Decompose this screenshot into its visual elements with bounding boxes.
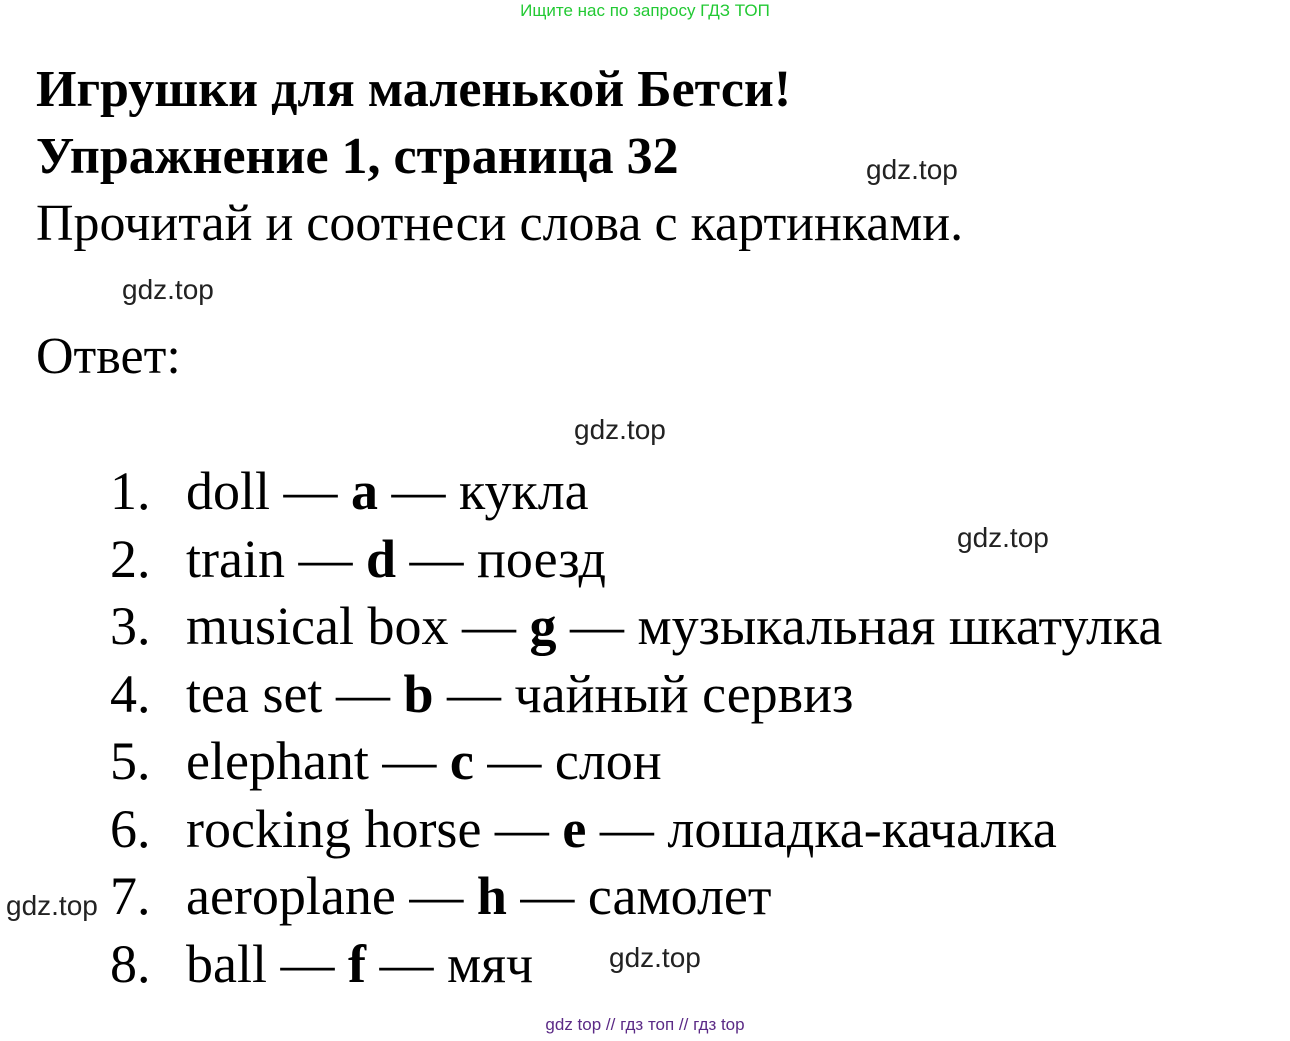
- answer-separator: —: [487, 731, 542, 791]
- watermark: gdz.top: [866, 154, 958, 185]
- answer-separator: —: [520, 866, 575, 926]
- answer-translation: самолет: [587, 866, 772, 926]
- answer-letter: b: [403, 663, 434, 724]
- answer-separator: —: [280, 933, 335, 994]
- answer-number: 2.: [110, 528, 151, 589]
- answer-separator: —: [298, 528, 353, 589]
- answer-translation: слон: [554, 731, 662, 791]
- answer-letter: f: [347, 933, 366, 994]
- answer-number: 4.: [110, 663, 151, 724]
- answer-number: 8.: [110, 933, 151, 994]
- answer-separator: —: [409, 866, 464, 926]
- answer-number: 3.: [110, 596, 151, 656]
- answer-separator: —: [461, 596, 516, 656]
- watermark: gdz.top: [609, 942, 701, 973]
- answer-separator: —: [446, 663, 501, 724]
- watermark: gdz.top: [957, 522, 1049, 553]
- answer-number: 7.: [110, 866, 151, 926]
- answer-letter: d: [365, 528, 397, 589]
- answer-word: train: [186, 528, 285, 589]
- watermark: gdz.top: [574, 414, 666, 445]
- answer-separator: —: [569, 596, 624, 656]
- answer-translation: музыкальная шкатулка: [637, 596, 1163, 656]
- answer-number: 1.: [110, 461, 151, 521]
- answer-word: musical box: [186, 596, 449, 656]
- answer-content: [186, 458, 589, 526]
- answer-letter: g: [529, 596, 557, 656]
- answer-translation: поезд: [477, 528, 607, 589]
- answer-letter: h: [476, 866, 507, 926]
- answer-content: [186, 863, 771, 931]
- answer-word: elephant: [186, 731, 369, 791]
- answer-letter: a: [351, 461, 379, 521]
- answer-separator: —: [379, 933, 434, 994]
- answer-separator: —: [391, 461, 446, 521]
- page-title: Игрушки для маленькой Бетси!: [36, 61, 792, 118]
- answer-separator: —: [283, 461, 338, 521]
- answer-content: [186, 526, 606, 594]
- answer-content: [186, 728, 662, 796]
- answer-word: doll: [186, 461, 271, 521]
- answer-content: [186, 593, 1162, 661]
- answer-separator: —: [335, 663, 390, 724]
- answer-word: rocking horse: [186, 798, 482, 859]
- answer-separator: —: [599, 798, 654, 859]
- answer-number: 6.: [110, 798, 151, 859]
- answer-number: 5.: [110, 731, 151, 791]
- answer-translation: лошадка-качалка: [667, 798, 1057, 859]
- answer-translation: чайный сервиз: [514, 663, 854, 724]
- answer-translation: мяч: [446, 933, 534, 994]
- watermark: gdz.top: [6, 890, 98, 921]
- answer-label: Ответ:: [36, 328, 181, 385]
- footer-links: gdz top // гдз топ // гдз top: [545, 1015, 745, 1034]
- answer-word: ball: [186, 933, 267, 994]
- exercise-title: Упражнение 1, страница 32: [36, 128, 679, 185]
- answer-content: [186, 661, 853, 729]
- search-banner: Ищите нас по запросу ГДЗ ТОП: [520, 1, 770, 20]
- exercise-instruction: Прочитай и соотнеси слова с картинками.: [36, 195, 964, 252]
- answer-letter: e: [562, 798, 587, 859]
- answer-translation: кукла: [459, 461, 589, 521]
- answer-separator: —: [494, 798, 549, 859]
- watermark: gdz.top: [122, 274, 214, 305]
- answer-separator: —: [382, 731, 437, 791]
- answer-separator: —: [409, 528, 464, 589]
- answer-content: [186, 931, 533, 999]
- answer-word: aeroplane: [186, 866, 396, 926]
- answer-letter: c: [449, 731, 474, 791]
- answer-content: [186, 796, 1057, 864]
- answer-word: tea set: [186, 663, 323, 724]
